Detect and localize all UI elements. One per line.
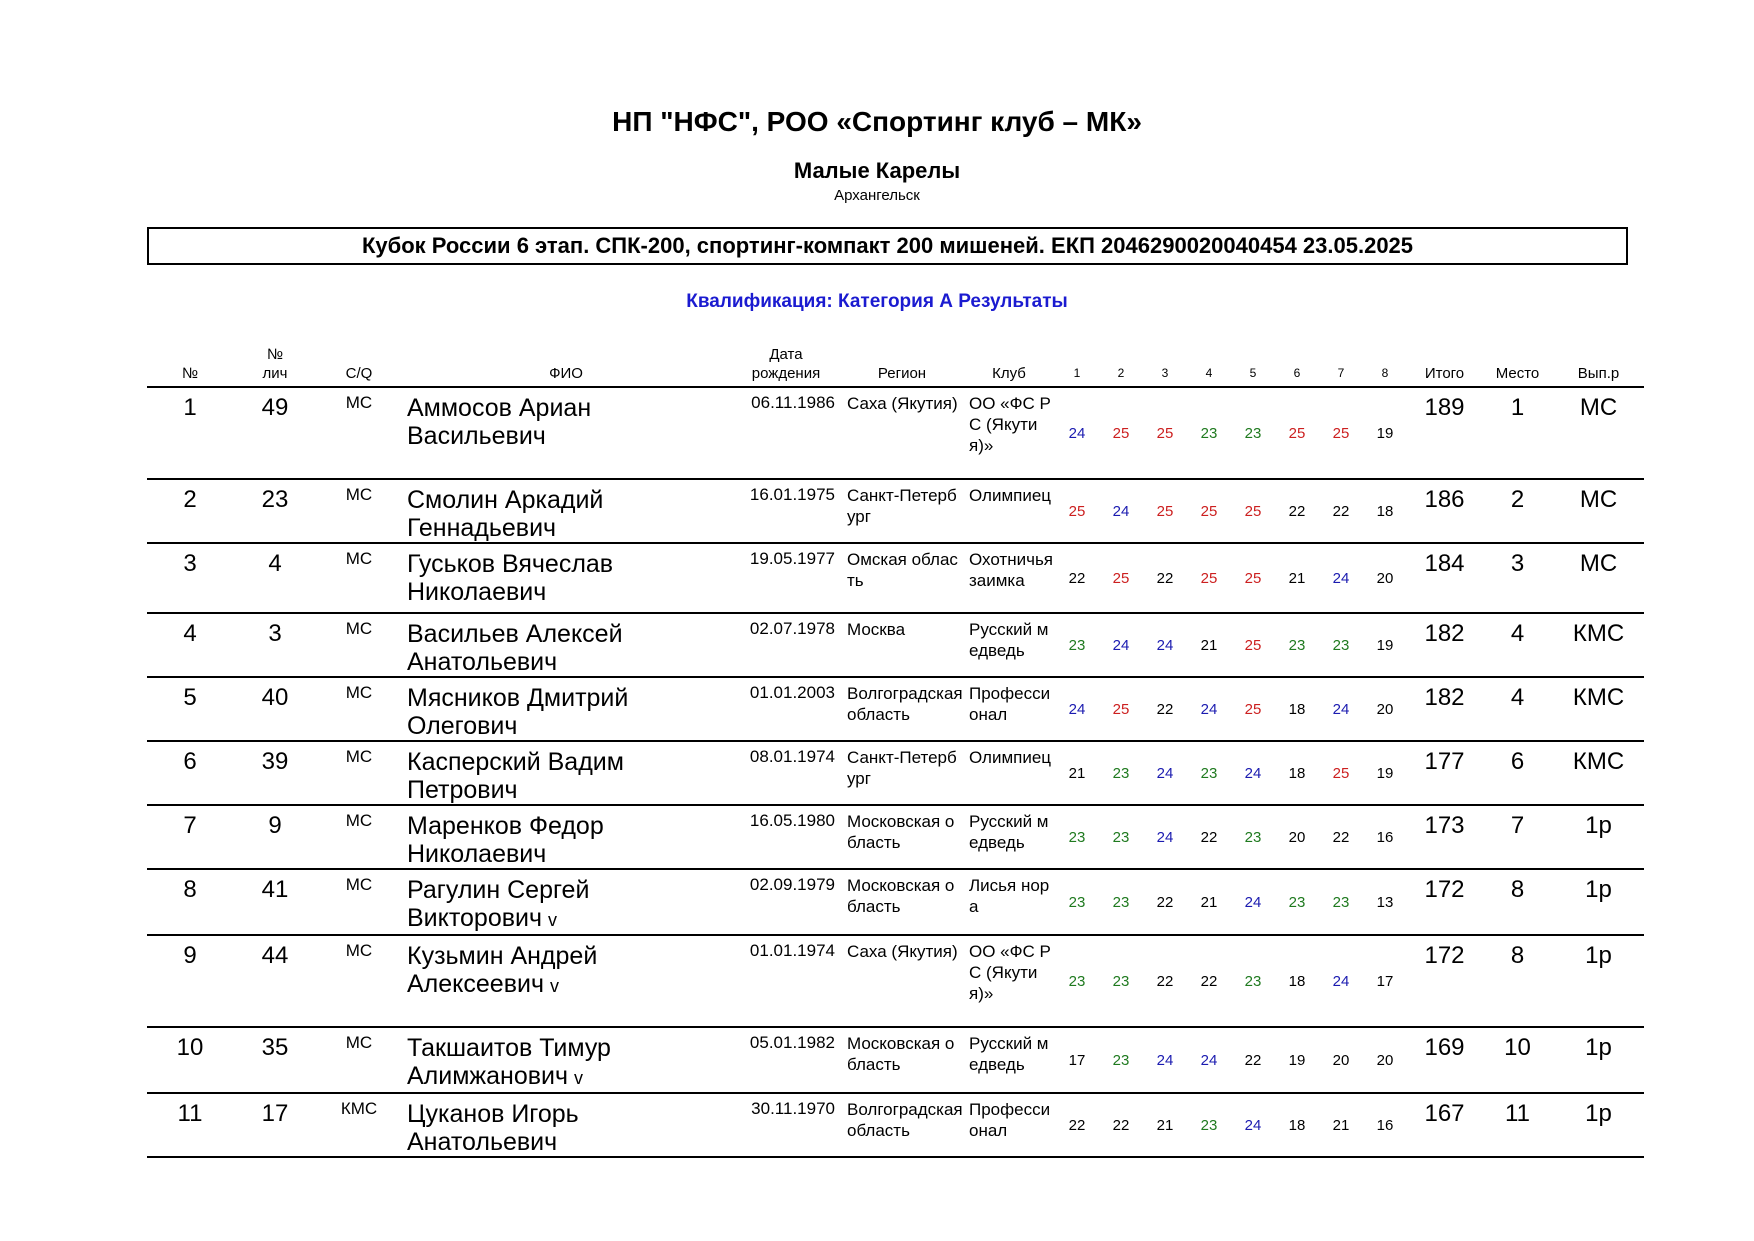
total-score: 169: [1407, 1027, 1482, 1093]
athlete-surname-name: Кузьмин Андрей: [407, 942, 598, 970]
round-score: 17: [1363, 935, 1407, 1027]
round-score: 22: [1187, 805, 1231, 869]
row-number: 6: [147, 741, 233, 805]
round-score: 20: [1363, 677, 1407, 741]
place: 8: [1482, 935, 1553, 1027]
place: 1: [1482, 387, 1553, 479]
round-score: 18: [1363, 479, 1407, 543]
row-number: 4: [147, 613, 233, 677]
round-score: 25: [1143, 387, 1187, 479]
region: Волгоградская область: [841, 677, 963, 741]
qualification: КМС: [317, 1093, 401, 1157]
birth-date: 06.11.1986: [731, 387, 841, 479]
round-score: 25: [1275, 387, 1319, 479]
athlete-name: [401, 869, 731, 935]
athlete-name: [401, 543, 731, 613]
athlete-patronymic: Анатольевич: [407, 648, 558, 676]
club: Русский медведь: [963, 613, 1055, 677]
birth-date: 30.11.1970: [731, 1093, 841, 1157]
athlete-patronymic: Викторович: [407, 904, 543, 932]
round-score: 23: [1055, 613, 1099, 677]
total-score: 189: [1407, 387, 1482, 479]
round-score: 23: [1099, 805, 1143, 869]
col-rank: Вып.р: [1553, 340, 1644, 387]
birth-date: 05.01.1982: [731, 1027, 841, 1093]
athlete-patronymic: Олегович: [407, 712, 518, 740]
round-score: 24: [1231, 869, 1275, 935]
round-score: 17: [1055, 1027, 1099, 1093]
round-score: 25: [1099, 387, 1143, 479]
region: Саха (Якутия): [841, 387, 963, 479]
club: ОО «ФС РС (Якутия)»: [963, 387, 1055, 479]
col-cq: C/Q: [317, 340, 401, 387]
round-score: 18: [1275, 741, 1319, 805]
round-score: 25: [1319, 741, 1363, 805]
birth-date: 19.05.1977: [731, 543, 841, 613]
event-title-box: Кубок России 6 этап. СПК-200, спортинг-компакт 200 мишеней. ЕКП 2046290020040454 23.05.2025: [147, 227, 1628, 265]
total-score: 182: [1407, 677, 1482, 741]
qualification: МС: [317, 1027, 401, 1093]
round-score: 25: [1319, 387, 1363, 479]
row-number: 3: [147, 543, 233, 613]
bib-number: 4: [233, 543, 317, 613]
club: Лисья нора: [963, 869, 1055, 935]
table-row: [147, 543, 1644, 613]
round-score: 22: [1275, 479, 1319, 543]
round-score: 23: [1099, 741, 1143, 805]
athlete-surname-name: Мясников Дмитрий: [407, 684, 629, 712]
round-score: 24: [1231, 1093, 1275, 1157]
round-score: 22: [1055, 543, 1099, 613]
athlete-patronymic: Геннадьевич: [407, 514, 557, 542]
round-score: 24: [1231, 741, 1275, 805]
athlete-surname-name: Цуканов Игорь: [407, 1100, 579, 1128]
round-score: 23: [1055, 935, 1099, 1027]
athlete-patronymic: Васильевич: [407, 422, 546, 450]
table-row: [147, 1027, 1644, 1093]
col-round: 6: [1275, 340, 1319, 387]
birth-date: 16.01.1975: [731, 479, 841, 543]
col-bib: № лич: [233, 340, 317, 387]
birth-date: 02.07.1978: [731, 613, 841, 677]
region: Московская область: [841, 805, 963, 869]
round-score: 24: [1099, 479, 1143, 543]
round-score: 22: [1187, 935, 1231, 1027]
round-score: 21: [1187, 869, 1231, 935]
veteran-mark: v: [549, 976, 559, 996]
place: 4: [1482, 613, 1553, 677]
table-row: [147, 1093, 1644, 1157]
qualification: МС: [317, 543, 401, 613]
round-score: 21: [1055, 741, 1099, 805]
qualification: МС: [317, 613, 401, 677]
round-score: 19: [1363, 387, 1407, 479]
total-score: 167: [1407, 1093, 1482, 1157]
athlete-name: [401, 613, 731, 677]
athlete-surname-name: Аммосов Ариан: [407, 394, 592, 422]
row-number: 8: [147, 869, 233, 935]
organizer-title: НП "НФС", РОО «Спортинг клуб – МК»: [612, 106, 1142, 137]
region: Москва: [841, 613, 963, 677]
place: 3: [1482, 543, 1553, 613]
round-score: 24: [1319, 543, 1363, 613]
round-score: 24: [1143, 613, 1187, 677]
athlete-surname-name: Васильев Алексей: [407, 620, 623, 648]
region: Омская область: [841, 543, 963, 613]
bib-number: 3: [233, 613, 317, 677]
bib-number: 35: [233, 1027, 317, 1093]
round-score: 23: [1187, 741, 1231, 805]
header-row: [147, 340, 1644, 387]
club: Русский медведь: [963, 805, 1055, 869]
sport-rank: МС: [1553, 543, 1644, 613]
region: Саха (Якутия): [841, 935, 963, 1027]
bib-number: 23: [233, 479, 317, 543]
qualification: МС: [317, 479, 401, 543]
place: 4: [1482, 677, 1553, 741]
round-score: 23: [1231, 805, 1275, 869]
athlete-surname-name: Касперский Вадим: [407, 748, 624, 776]
round-score: 16: [1363, 805, 1407, 869]
round-score: 25: [1099, 677, 1143, 741]
round-score: 22: [1055, 1093, 1099, 1157]
athlete-surname-name: Гуськов Вячеслав: [407, 550, 614, 578]
table-row: [147, 613, 1644, 677]
round-score: 23: [1055, 805, 1099, 869]
round-score: 24: [1055, 677, 1099, 741]
round-score: 20: [1363, 543, 1407, 613]
round-score: 25: [1231, 543, 1275, 613]
athlete-patronymic: Николаевич: [407, 840, 547, 868]
col-region: Регион: [841, 340, 963, 387]
bib-number: 40: [233, 677, 317, 741]
sport-rank: МС: [1553, 387, 1644, 479]
place: 11: [1482, 1093, 1553, 1157]
bib-number: 49: [233, 387, 317, 479]
round-score: 24: [1187, 677, 1231, 741]
round-score: 25: [1055, 479, 1099, 543]
veteran-mark: v: [574, 1068, 584, 1088]
col-round: 4: [1187, 340, 1231, 387]
total-score: 184: [1407, 543, 1482, 613]
row-number: 9: [147, 935, 233, 1027]
qualification: МС: [317, 741, 401, 805]
round-score: 24: [1143, 805, 1187, 869]
qualification: МС: [317, 805, 401, 869]
region: Волгоградская область: [841, 1093, 963, 1157]
row-number: 10: [147, 1027, 233, 1093]
round-score: 23: [1099, 869, 1143, 935]
round-score: 22: [1319, 479, 1363, 543]
athlete-name: [401, 935, 731, 1027]
round-score: 24: [1099, 613, 1143, 677]
round-score: 13: [1363, 869, 1407, 935]
round-score: 23: [1275, 869, 1319, 935]
birth-date: 01.01.1974: [731, 935, 841, 1027]
region: Санкт-Петербург: [841, 479, 963, 543]
region: Московская область: [841, 1027, 963, 1093]
round-score: 22: [1143, 869, 1187, 935]
athlete-name: [401, 1093, 731, 1157]
athlete-name: [401, 677, 731, 741]
sport-rank: МС: [1553, 479, 1644, 543]
round-score: 23: [1319, 869, 1363, 935]
athlete-patronymic: Николаевич: [407, 578, 547, 606]
athlete-patronymic: Анатольевич: [407, 1128, 558, 1156]
round-score: 25: [1187, 543, 1231, 613]
round-score: 23: [1099, 935, 1143, 1027]
athlete-patronymic: Алимжанович: [407, 1062, 569, 1090]
round-score: 20: [1275, 805, 1319, 869]
row-number: 1: [147, 387, 233, 479]
round-score: 23: [1187, 387, 1231, 479]
bib-number: 44: [233, 935, 317, 1027]
col-round: 8: [1363, 340, 1407, 387]
birth-date: 01.01.2003: [731, 677, 841, 741]
col-place: Место: [1482, 340, 1553, 387]
total-score: 173: [1407, 805, 1482, 869]
qualification: МС: [317, 935, 401, 1027]
round-score: 23: [1275, 613, 1319, 677]
athlete-patronymic: Петрович: [407, 776, 518, 804]
athlete-name: [401, 387, 731, 479]
place: 2: [1482, 479, 1553, 543]
round-score: 22: [1143, 935, 1187, 1027]
sport-rank: 1р: [1553, 1027, 1644, 1093]
athlete-surname-name: Смолин Аркадий: [407, 486, 604, 514]
round-score: 18: [1275, 935, 1319, 1027]
total-score: 186: [1407, 479, 1482, 543]
bib-number: 9: [233, 805, 317, 869]
round-score: 23: [1231, 935, 1275, 1027]
qualification: МС: [317, 387, 401, 479]
round-score: 19: [1275, 1027, 1319, 1093]
venue-title: Малые Карелы: [793, 158, 961, 183]
sport-rank: КМС: [1553, 741, 1644, 805]
round-score: 18: [1275, 677, 1319, 741]
results-subtitle: Квалификация: Категория А Результаты: [686, 291, 1068, 312]
round-score: 25: [1231, 677, 1275, 741]
round-score: 24: [1055, 387, 1099, 479]
club: Русский медведь: [963, 1027, 1055, 1093]
sport-rank: КМС: [1553, 677, 1644, 741]
col-total: Итого: [1407, 340, 1482, 387]
col-dob: Дата рождения: [731, 340, 841, 387]
col-round: 7: [1319, 340, 1363, 387]
total-score: 177: [1407, 741, 1482, 805]
table-row: [147, 741, 1644, 805]
round-score: 24: [1319, 935, 1363, 1027]
row-number: 7: [147, 805, 233, 869]
row-number: 5: [147, 677, 233, 741]
round-score: 24: [1143, 1027, 1187, 1093]
col-round: 2: [1099, 340, 1143, 387]
birth-date: 08.01.1974: [731, 741, 841, 805]
athlete-patronymic: Алексеевич: [407, 970, 544, 998]
city-label: Архангельск: [834, 187, 920, 204]
round-score: 19: [1363, 741, 1407, 805]
round-score: 21: [1143, 1093, 1187, 1157]
club: Профессионал: [963, 677, 1055, 741]
place: 7: [1482, 805, 1553, 869]
col-fio: ФИО: [401, 340, 731, 387]
round-score: 25: [1143, 479, 1187, 543]
place: 10: [1482, 1027, 1553, 1093]
sport-rank: 1р: [1553, 1093, 1644, 1157]
table-row: [147, 935, 1644, 1027]
round-score: 24: [1187, 1027, 1231, 1093]
sport-rank: КМС: [1553, 613, 1644, 677]
round-score: 20: [1319, 1027, 1363, 1093]
round-score: 22: [1231, 1027, 1275, 1093]
athlete-name: [401, 741, 731, 805]
total-score: 182: [1407, 613, 1482, 677]
qualification: МС: [317, 677, 401, 741]
round-score: 23: [1055, 869, 1099, 935]
round-score: 21: [1319, 1093, 1363, 1157]
row-number: 2: [147, 479, 233, 543]
round-score: 23: [1187, 1093, 1231, 1157]
round-score: 25: [1231, 613, 1275, 677]
club: Профессионал: [963, 1093, 1055, 1157]
round-score: 19: [1363, 613, 1407, 677]
round-score: 18: [1275, 1093, 1319, 1157]
bib-number: 39: [233, 741, 317, 805]
athlete-surname-name: Рагулин Сергей: [407, 876, 590, 904]
round-score: 25: [1099, 543, 1143, 613]
club: ОО «ФС РС (Якутия)»: [963, 935, 1055, 1027]
table-row: [147, 387, 1644, 479]
table-row: [147, 869, 1644, 935]
table-row: [147, 677, 1644, 741]
club: Олимпиец: [963, 479, 1055, 543]
table-row: [147, 479, 1644, 543]
table-row: [147, 805, 1644, 869]
results-body: [147, 387, 1644, 1157]
athlete-surname-name: Такшаитов Тимур: [407, 1034, 611, 1062]
round-score: 24: [1143, 741, 1187, 805]
birth-date: 16.05.1980: [731, 805, 841, 869]
round-score: 22: [1143, 543, 1187, 613]
round-score: 22: [1319, 805, 1363, 869]
athlete-name: [401, 805, 731, 869]
round-score: 22: [1099, 1093, 1143, 1157]
round-score: 25: [1187, 479, 1231, 543]
round-score: 16: [1363, 1093, 1407, 1157]
col-num: №: [147, 340, 233, 387]
round-score: 24: [1319, 677, 1363, 741]
club: Олимпиец: [963, 741, 1055, 805]
sport-rank: 1р: [1553, 869, 1644, 935]
region: Санкт-Петербург: [841, 741, 963, 805]
col-round: 5: [1231, 340, 1275, 387]
total-score: 172: [1407, 935, 1482, 1027]
veteran-mark: v: [548, 910, 558, 930]
round-score: 23: [1231, 387, 1275, 479]
place: 8: [1482, 869, 1553, 935]
round-score: 23: [1319, 613, 1363, 677]
athlete-name: [401, 1027, 731, 1093]
total-score: 172: [1407, 869, 1482, 935]
qualification: МС: [317, 869, 401, 935]
round-score: 25: [1231, 479, 1275, 543]
col-round: 3: [1143, 340, 1187, 387]
club: Охотничья заимка: [963, 543, 1055, 613]
sport-rank: 1р: [1553, 935, 1644, 1027]
athlete-name: [401, 479, 731, 543]
bib-number: 41: [233, 869, 317, 935]
bib-number: 17: [233, 1093, 317, 1157]
round-score: 23: [1099, 1027, 1143, 1093]
row-number: 11: [147, 1093, 233, 1157]
athlete-surname-name: Маренков Федор: [407, 812, 604, 840]
round-score: 21: [1275, 543, 1319, 613]
sport-rank: 1р: [1553, 805, 1644, 869]
region: Московская область: [841, 869, 963, 935]
round-score: 21: [1187, 613, 1231, 677]
round-score: 20: [1363, 1027, 1407, 1093]
birth-date: 02.09.1979: [731, 869, 841, 935]
round-score: 22: [1143, 677, 1187, 741]
col-round: 1: [1055, 340, 1099, 387]
place: 6: [1482, 741, 1553, 805]
results-table: [147, 340, 1644, 1158]
col-club: Клуб: [963, 340, 1055, 387]
